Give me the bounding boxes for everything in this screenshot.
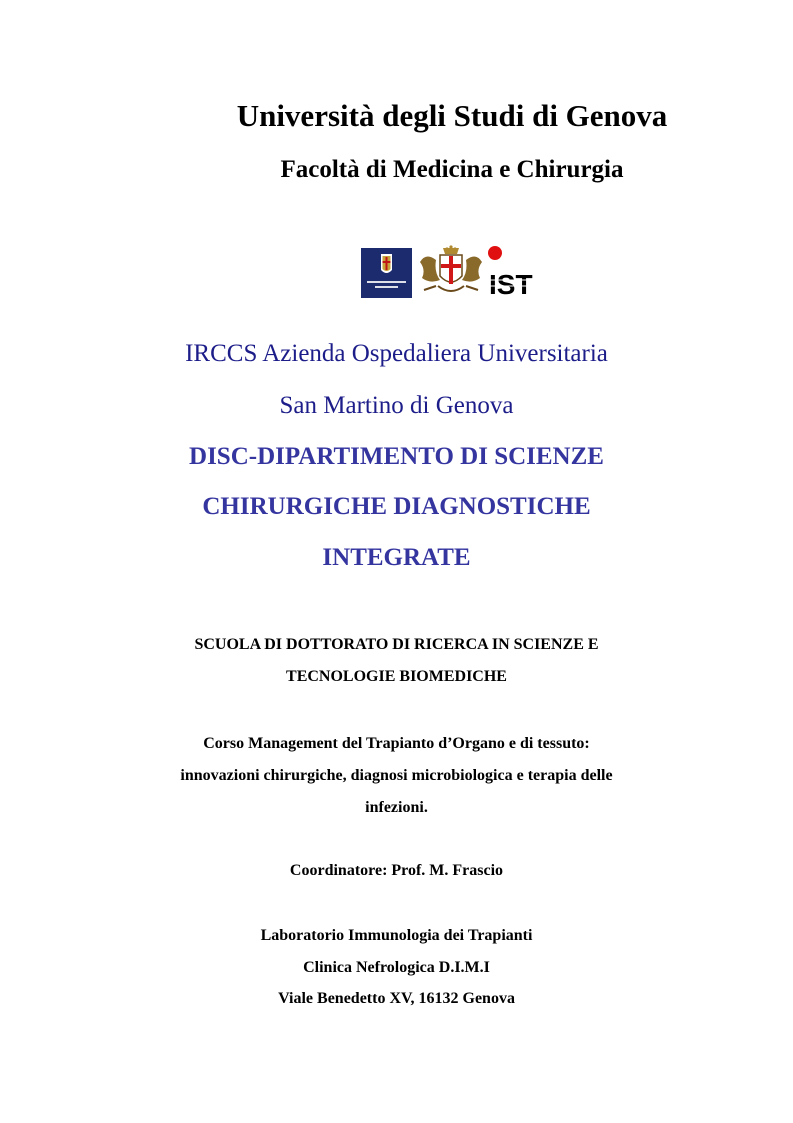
- course-line3: infezioni.: [365, 799, 428, 816]
- unige-logo: [361, 248, 412, 298]
- institution-name-line2: San Martino di Genova: [279, 392, 514, 419]
- lab-address: Viale Benedetto XV, 16132 Genova: [278, 990, 515, 1007]
- ist-logo: [487, 244, 541, 300]
- school-line1: SCUOLA DI DOTTORATO DI RICERCA IN SCIENZE E: [194, 636, 599, 653]
- course-line1: Corso Management del Trapianto d’Organo e di tessuto:: [203, 735, 590, 752]
- course-line2: innovazioni chirurgiche, diagnosi microbiologica e terapia delle: [180, 767, 613, 784]
- ist-wordmark: IST: [489, 269, 533, 300]
- school-line2: TECNOLOGIE BIOMEDICHE: [286, 668, 507, 685]
- lab-line1: Laboratorio Immunologia dei Trapianti: [260, 927, 533, 944]
- department-line2: CHIRURGICHE DIAGNOSTICHE: [202, 493, 591, 520]
- faculty-title: Facoltà di Medicina e Chirurgia: [280, 156, 624, 183]
- university-title: Università degli Studi di Genova: [236, 98, 668, 133]
- logo-strip: [361, 244, 541, 300]
- lab-line2: Clinica Nefrologica D.I.M.I: [303, 959, 490, 976]
- department-line1: DISC-DIPARTIMENTO DI SCIENZE: [189, 443, 604, 470]
- coordinator: Coordinatore: Prof. M. Frascio: [289, 862, 504, 879]
- genova-crest-logo: [416, 244, 486, 299]
- department-line3: INTEGRATE: [322, 544, 471, 571]
- institution-name-line1: IRCCS Azienda Ospedaliera Universitaria: [185, 340, 608, 367]
